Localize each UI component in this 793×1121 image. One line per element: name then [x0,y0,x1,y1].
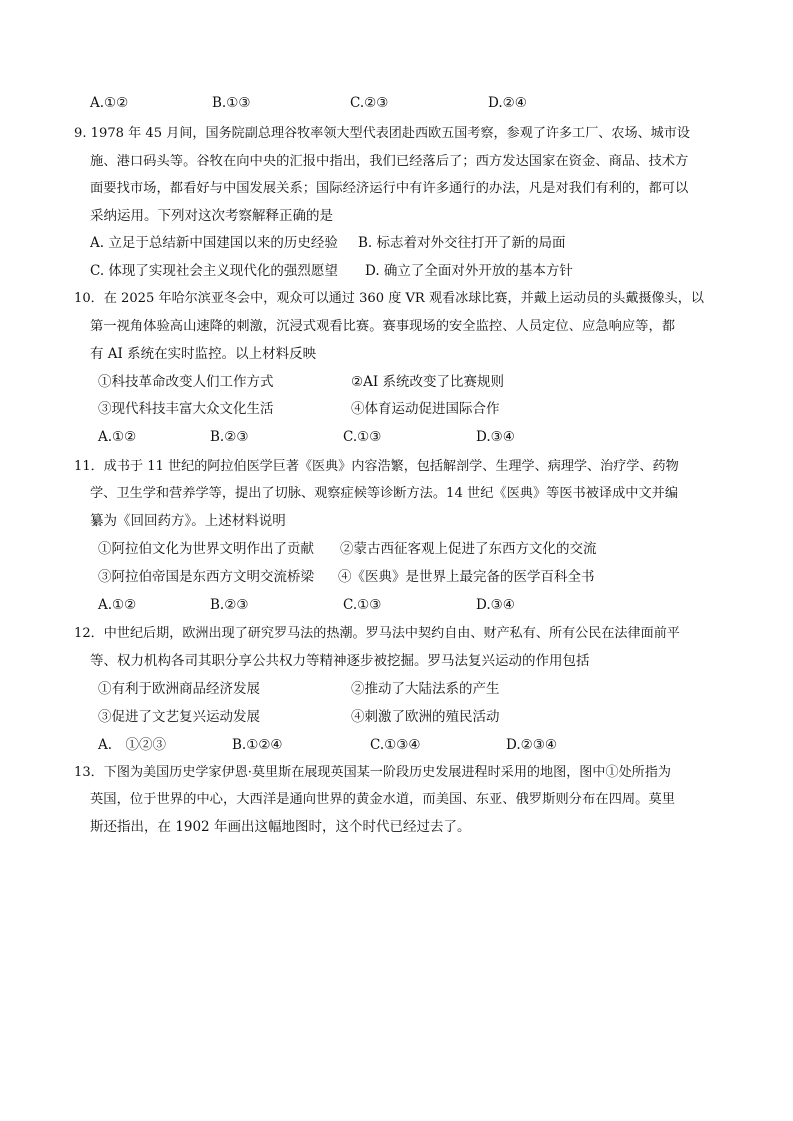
q12-statement-1: ①有利于欧洲商品经济发展 [98,681,260,697]
q11-line-1: 11．成书于 11 世纪的阿拉伯医学巨著《医典》内容浩繁，包括解剖学、生理学、病理学、治疗学、药物 [74,459,679,474]
q10-line-2: 第一视角体验高山速降的刺激，沉浸式观看比赛。赛事现场的安全监控、人员定位、应急响应等，都 [90,319,676,334]
q11-line-3: 纂为《回回药方》。上述材料说明 [90,513,286,529]
q9-line-3: 面要找市场，都看好与中国发展关系；国际经济运行中有许多通行的办法，凡是对我们有利的，都可以 [90,181,689,196]
q9-option-d[interactable]: D. 确立了全面对外开放的基本方针 [365,263,573,279]
q12-statement-4: ④刺激了欧洲的殖民活动 [351,709,500,725]
q8-option-d[interactable]: D.②④ [488,95,527,111]
q8-option-b[interactable]: B.①③ [212,95,251,111]
q11-option-c[interactable]: C.①③ [343,597,382,613]
q12-option-d[interactable]: D.②③④ [506,737,557,753]
q10-statement-3: ③现代科技丰富大众文化生活 [98,401,274,417]
q10-option-d[interactable]: D.③④ [476,429,515,445]
q10-line-1: 10．在 2025 年哈尔滨亚冬会中，观众可以通过 360 度 VR 观看冰球比赛，并戴上运动员的头戴摄像头，以 [74,291,704,306]
q12-line-2: 等、权力机构各司其职分享公共权力等精神逐步被挖掘。罗马法复兴运动的作用包括 [90,653,590,669]
q9-line-1: 9. 1978 年 45 月间，国务院副总理谷牧率领大型代表团赴西欧五国考察，参观了许多工厂、农场、城市设 [74,126,690,141]
q13-line-1: 13．下图为美国历史学家伊恩·莫里斯在展现英国某一阶段历史发展进程时采用的地图，图中①处所指为 [74,765,671,780]
q10-line-3: 有 AI 系统在实时监控。以上材料反映 [90,346,317,362]
q12-option-a[interactable]: A. ①②③ [98,737,167,753]
q12-statement-2: ②推动了大陆法系的产生 [351,681,500,697]
q11-option-a[interactable]: A.①② [98,597,137,613]
q12-options [98,735,698,755]
q11-statement-2: ②蒙古西征客观上促进了东西方文化的交流 [340,541,597,557]
q8-options [90,93,710,113]
q9-option-b[interactable]: B. 标志着对外交往打开了新的局面 [358,235,566,251]
q8-option-c[interactable]: C.②③ [350,95,389,111]
q11-options [98,595,698,615]
q11-statement-4: ④《医典》是世界上最完备的医学百科全书 [338,569,595,585]
q9-line-4: 采纳运用。下列对这次考察解释正确的是 [90,208,333,224]
q12-option-b[interactable]: B.①②④ [232,737,283,753]
q10-option-c[interactable]: C.①③ [343,429,382,445]
q11-line-2: 学、卫生学和营养学等，提出了切脉、观察症候等诊断方法。14 世纪《医典》等医书被译成中文并编 [90,486,679,501]
q9-line-2: 施、港口码头等。谷牧在向中央的汇报中指出，我们已经落后了；西方发达国家在资金、商品、技术方 [90,154,689,169]
q10-option-b[interactable]: B.②③ [210,429,249,445]
q10-options [98,427,698,447]
q10-statement-4: ④体育运动促进国际合作 [351,401,500,417]
q11-statement-1: ①阿拉伯文化为世界文明作出了贡献 [98,541,314,557]
q8-option-a[interactable]: A.①② [90,95,129,111]
q10-statement-1: ①科技革命改变人们工作方式 [98,374,274,390]
q13-line-2: 英国，位于世界的中心，大西洋是通向世界的黄金水道，而美国、东亚、俄罗斯则分布在四周。莫里 [90,792,676,807]
q12-line-1: 12．中世纪后期，欧洲出现了研究罗马法的热潮。罗马法中契约自由、财产私有、所有公民在法律面前平 [74,626,680,641]
q11-statement-3: ③阿拉伯帝国是东西方文明交流桥梁 [98,569,314,585]
q11-option-d[interactable]: D.③④ [476,597,515,613]
q9-option-a[interactable]: A. 立足于总结新中国建国以来的历史经验 [90,235,338,251]
q12-option-c[interactable]: C.①③④ [370,737,421,753]
q13-line-3: 斯还指出，在 1902 年画出这幅地图时，这个时代已经过去了。 [90,819,471,835]
q12-statement-3: ③促进了文艺复兴运动发展 [98,709,260,725]
q10-statement-2: ②AI 系统改变了比赛规则 [351,374,504,390]
q11-option-b[interactable]: B.②③ [210,597,249,613]
q9-option-c[interactable]: C. 体现了实现社会主义现代化的强烈愿望 [90,263,338,279]
q10-option-a[interactable]: A.①② [98,429,137,445]
